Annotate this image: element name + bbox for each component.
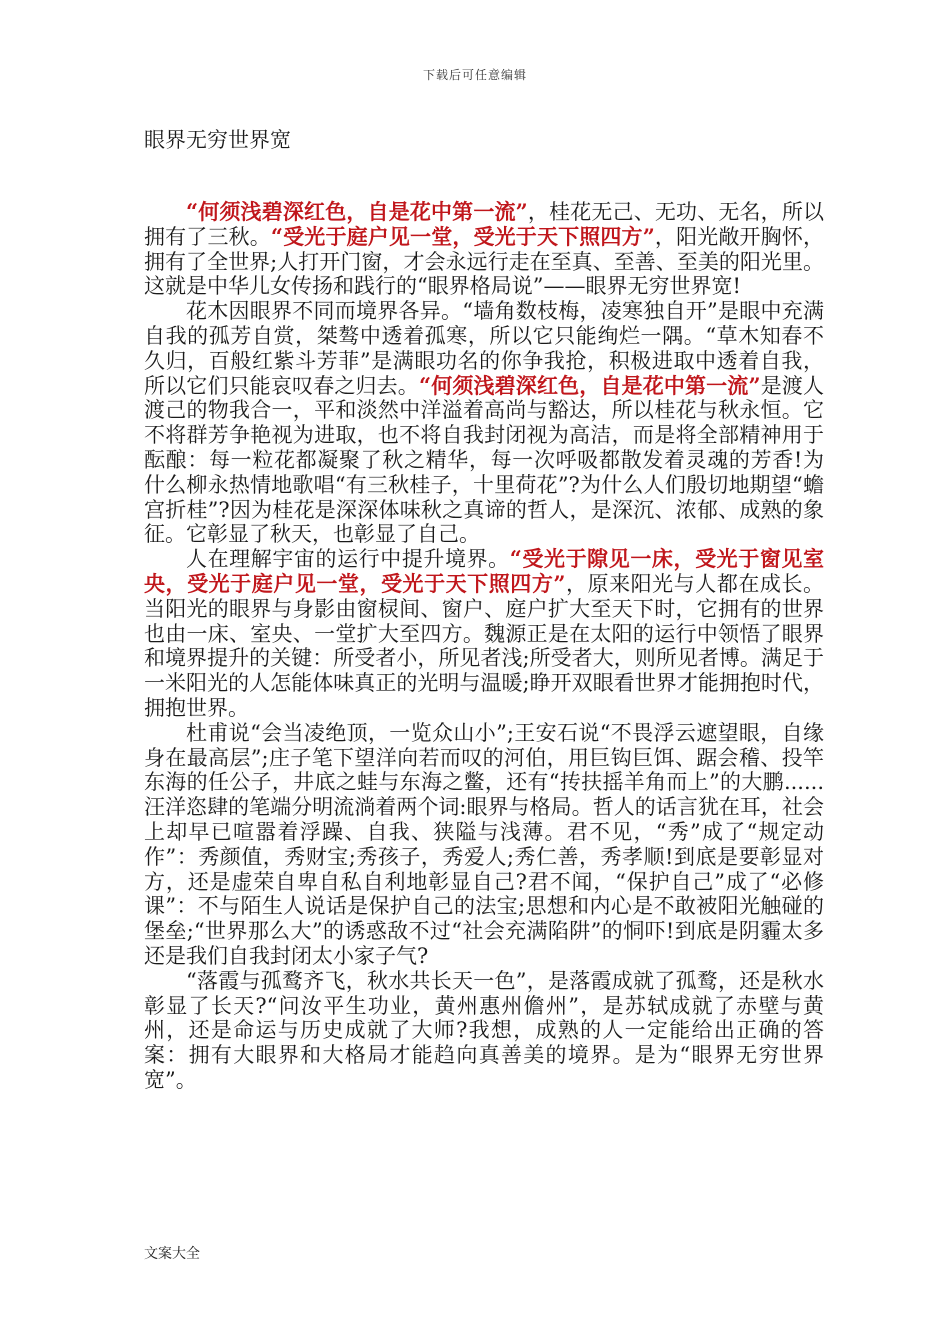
paragraph-text: 人在理解宇宙的运行中提升境界。 xyxy=(186,547,510,572)
paragraph-text: “落霞与孤鹜齐飞，秋水共长天一色”，是落霞成就了孤鹜，还是秋水彰显了长天?“问汝平生功业，黄州惠州儋州”，是苏轼成就了赤壁与黄州，还是命运与历史成就了大师?我想，成熟的人一定能给出正确的答案：拥有大眼界和大格局才能趋向真善美的境界。是为“眼界无穷世界宽”。 xyxy=(144,968,824,1092)
paragraph-text: ，桂花无己、无功、无名，所以拥有了三秋。 xyxy=(144,200,824,249)
body-paragraph xyxy=(144,721,824,969)
paragraph-text: 杜甫说“会当凌绝顶，一览众山小”;王安石说“不畏浮云遮望眼，自缘身在最高层”;庄子笔下望洋向若而叹的河伯，用巨钩巨饵、踞会稽、投竿东海的任公子，井底之蛙与东海之鳖，还有“抟扶摇羊角而上”的大鹏......汪洋恣肆的笔端分明流淌着两个词:眼界与格局。哲人的话言犹在耳，社会上却早已喧嚣着浮躁、自我、狭隘与浅薄。君不见，“秀”成了“规定动作”：秀颜值，秀财宝;秀孩子，秀爱人;秀仁善，秀孝顺!到底是要彰显对方，还是虚荣自卑自私自利地彰显自己?君不闻，“保护自己”成了“必修课”：不与陌生人说话是保护自己的法宝;思想和内心是不敢被阳光触碰的堡垒;“世界那么大”的诱惑敌不过“社会充满陷阱”的恫吓!到底是阴霾太多还是我们自我封闭太小家子气? xyxy=(144,720,824,968)
body-paragraph xyxy=(144,547,824,721)
article-body xyxy=(144,200,824,1093)
paragraph-text: ，阳光敞开胸怀，拥有了全世界;人打开门窗，才会永远行走在至真、至善、至美的阳光里。这就是中华儿女传扬和践行的“眼界格局说”——眼界无穷世界宽! xyxy=(144,224,824,299)
body-paragraph xyxy=(144,299,824,547)
body-paragraph xyxy=(144,200,824,299)
page-footer: 文案大全 xyxy=(144,1246,200,1262)
highlighted-quote: “受光于庭户见一堂，受光于天下照四方” xyxy=(270,223,655,249)
paragraph-text: 花木因眼界不同而境界各异。“墙角数枝梅，凌寒独自开”是眼中充满自我的孤芳自赏，桀骜中透着孤寒，所以它只能绚烂一隅。“草木知春不久归，百般红紫斗芳菲”是满眼功名的你争我抢，积极进取中透着自我，所以它们只能哀叹春之归去。 xyxy=(144,299,824,398)
paragraph-text: ，原来阳光与人都在成长。当阳光的眼界与身影由窗棂间、窗户、庭户扩大至天下时，它拥有的世界也由一床、室央、一堂扩大至四方。魏源正是在太阳的运行中领悟了眼界和境界提升的关键：所受者小，所见者浅;所受者大，则所见者博。满足于一米阳光的人怎能体味真正的光明与温暖;睁开双眼看世界才能拥抱时代，拥抱世界。 xyxy=(144,571,825,720)
article-title: 眼界无穷世界宽 xyxy=(144,128,291,152)
highlighted-quote: “何须浅碧深红色，自是花中第一流” xyxy=(186,199,528,224)
highlighted-quote: “何须浅碧深红色，自是花中第一流” xyxy=(418,372,761,398)
body-paragraph xyxy=(144,969,824,1093)
paragraph-text: 是渡人渡己的物我合一，平和淡然中洋溢着高尚与豁达，所以桂花与秋永恒。它不将群芳争艳视为进取，也不将自我封闭视为高洁，而是将全部精神用于酝酿：每一粒花都凝聚了秋之精华，每一次呼吸都散发着灵魂的芳香!为什么柳永热情地歌唱“有三秋桂子，十里荷花”?为什么人们殷切地期望“蟾宫折桂”?因为桂花是深深体味秋之真谛的哲人，是深沉、浓郁、成熟的象征。它彰显了秋天，也彰显了自己。 xyxy=(144,373,824,547)
highlighted-quote: “受光于隙见一床，受光于窗见室央，受光于庭户见一堂，受光于天下照四方” xyxy=(144,546,825,596)
page-header: 下载后可任意编辑 xyxy=(422,68,527,82)
